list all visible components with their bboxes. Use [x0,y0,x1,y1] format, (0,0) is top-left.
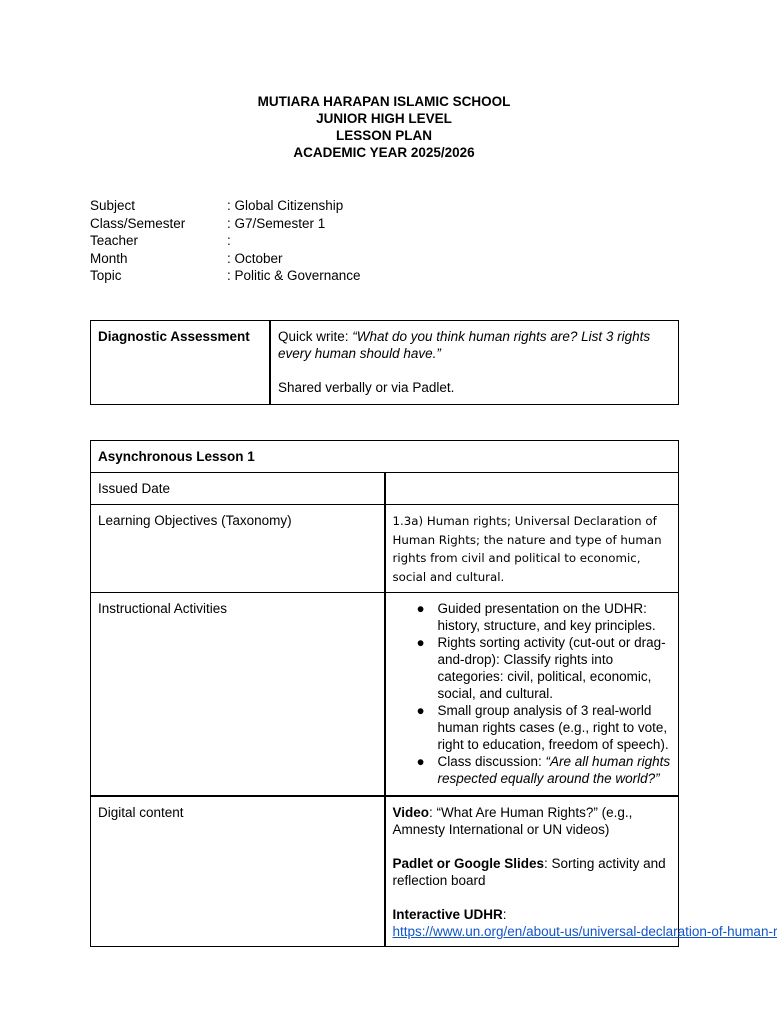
bullet-icon: ● [416,601,425,616]
udhr-resource [393,906,672,923]
info-label: Month [90,250,128,266]
video-resource [393,804,672,838]
bullet-icon: ● [416,635,425,650]
school-name: MUTIARA HARAPAN ISLAMIC SCHOOL [257,94,511,109]
issued-date-value [385,473,679,505]
table-row [91,473,679,505]
table-row [91,593,679,797]
info-label: Class/Semester [90,215,186,231]
info-label: Teacher [90,233,139,248]
info-value: : G7/Semester 1 [227,215,326,231]
info-row-topic [90,267,690,285]
info-value: : Politic & Governance [227,268,361,283]
diagnostic-label: Diagnostic Assessment [91,321,271,405]
udhr-colon: : [502,907,507,922]
padlet-resource [393,855,672,889]
diagnostic-prompt [278,328,671,362]
info-row-class [90,215,690,233]
activities-content [385,593,679,797]
table-row [91,796,679,947]
lesson-info [90,197,690,285]
info-label: Subject [90,198,136,213]
objectives-text: 1.3a) Human rights; Universal Declaration of Human Rights; the nature and type of human rights from civil and political to economic, social and cultural. [385,505,679,593]
udhr-link-wrapper [392,923,777,940]
udhr-link[interactable]: https://www.un.org/en/about-us/universal-declaration-of-human-r [392,924,777,939]
school-level: JUNIOR HIGH LEVEL [316,111,452,126]
info-value: : Global Citizenship [227,198,344,213]
list-item [393,702,672,753]
document-type: LESSON PLAN [335,128,432,143]
issued-date-label: Issued Date [91,473,385,505]
info-row-month [90,250,690,268]
activity-text: Small group analysis of 3 real-world human rights cases (e.g., right to vote, right to education, freedom of speech). [437,703,669,752]
udhr-label: Interactive UDHR [392,907,503,922]
diagnostic-quote: “What do you think human rights are? List 3 rights every human should have.” [278,329,651,361]
digital-content-label: Digital content [91,796,385,947]
lesson-title: Asynchronous Lesson 1 [91,441,679,473]
table-row [91,505,679,593]
diagnostic-prefix: Quick write: [278,329,353,344]
list-item [393,753,672,787]
activity-text: Guided presentation on the UDHR: history, structure, and key principles. [437,601,656,633]
activities-label: Instructional Activities [91,593,385,797]
list-item [393,634,672,702]
list-item [393,600,672,634]
info-label: Topic [90,268,122,283]
info-row-teacher [90,232,690,250]
academic-year: ACADEMIC YEAR 2025/2026 [293,145,475,160]
diagnostic-table [90,320,679,405]
diagnostic-note: Shared verbally or via Padlet. [278,380,455,395]
info-value: : October [227,250,283,266]
lesson-table [90,440,777,947]
diagnostic-content [270,321,679,405]
activity-quote: “Are all human rights respected equally around the world?” [437,754,671,786]
table-row [91,321,679,405]
table-row [91,441,679,473]
padlet-text: : Sorting activity and reflection board [392,856,666,888]
padlet-label: Padlet or Google Slides [392,856,545,871]
activity-text: Rights sorting activity (cut-out or drag-and-drop): Classify rights into categories: civil, political, economic, social, and cultural. [437,635,666,701]
bullet-icon: ● [416,703,425,718]
digital-content [385,796,777,947]
info-row-subject [90,197,690,215]
objectives-label: Learning Objectives (Taxonomy) [91,505,385,593]
document-header [0,93,768,161]
info-value: : [227,233,231,248]
bullet-icon: ● [416,754,425,769]
video-label: Video [392,805,430,820]
activity-prefix: Class discussion: [437,754,546,769]
activities-list [393,600,672,787]
video-text: : “What Are Human Rights?” (e.g., Amnesty International or UN videos) [392,805,633,837]
